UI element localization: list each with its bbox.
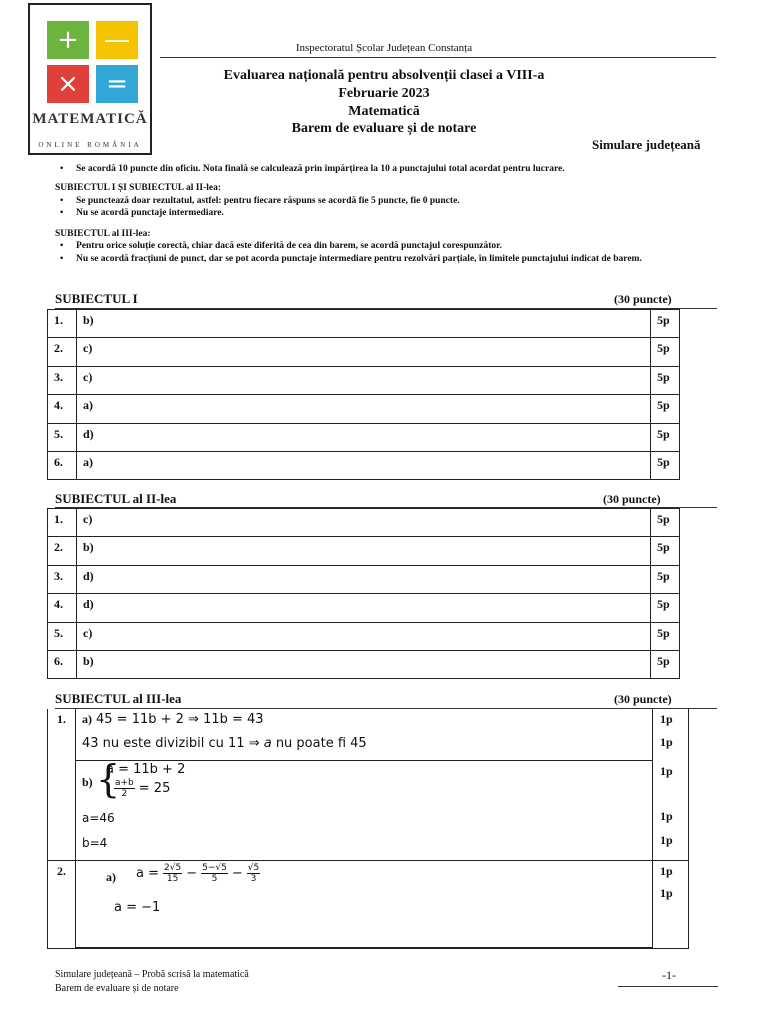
q2-number: 2. xyxy=(57,864,66,878)
table-row: 5. d) 5p xyxy=(48,423,680,451)
q2a-result: a = −1 xyxy=(114,900,161,915)
score: 1p xyxy=(660,886,673,900)
plus-icon: + xyxy=(57,25,79,55)
table-row: 1. b) 5p xyxy=(48,310,680,338)
q1b-label: b) xyxy=(82,775,93,789)
score: 1p xyxy=(660,833,673,847)
score: 1p xyxy=(660,764,673,778)
table-row: 2. c) 5p xyxy=(48,338,680,366)
table-row: 2. b) 5p xyxy=(48,537,680,565)
title-line-2: Februarie 2023 xyxy=(338,86,430,101)
score: 1p xyxy=(660,712,673,726)
title-line-1: Evaluarea națională pentru absolvenții clasei a VIII-a xyxy=(223,68,545,83)
subject2-points: (30 puncte) xyxy=(603,492,661,506)
page-number: -1- xyxy=(662,968,676,982)
column-rule xyxy=(75,709,76,949)
q2a-expression: a = $\frac{2√5}{15}$ − $\frac{5-√5}{5}$ − $\frac{√5}{3}$ xyxy=(136,863,260,884)
row-rule xyxy=(47,860,689,861)
table-row: 3. c) 5p xyxy=(48,366,680,394)
table-row: 3. d) 5p xyxy=(48,565,680,593)
footer-rule xyxy=(618,986,718,987)
score: 1p xyxy=(660,735,673,749)
q1-number: 1. xyxy=(57,712,66,726)
table-row: 6. b) 5p xyxy=(48,650,680,678)
logo-subtitle: ONLINE ROMÂNIA xyxy=(38,141,142,149)
footer-line-2: Barem de evaluare și de notare xyxy=(55,983,179,994)
instruction-s12-item: • Nu se acordă punctaje intermediare. xyxy=(60,208,740,218)
table-row: 1. c) 5p xyxy=(48,509,680,537)
q2a-label: a) xyxy=(106,870,116,884)
equals-tile xyxy=(96,65,138,103)
q1a-line2: 43 nu este divizibil cu 11 ⇒ a nu poate fi 45 xyxy=(82,736,367,751)
equals-icon: = xyxy=(106,69,128,99)
minus-tile xyxy=(96,21,138,59)
logo xyxy=(28,3,152,155)
inspectorate: Inspectoratul Școlar Județean Constanța xyxy=(295,42,473,54)
q1b-result-b: b=4 xyxy=(82,836,108,850)
subject2-title: SUBIECTUL al II-lea xyxy=(55,491,177,506)
table-row: 4. d) 5p xyxy=(48,594,680,622)
table-row: 4. a) 5p xyxy=(48,395,680,423)
minus-icon: — xyxy=(104,25,130,55)
table-row: 6. a) 5p xyxy=(48,451,680,479)
instruction-s12-title: SUBIECTUL I ȘI SUBIECTUL al II-lea: xyxy=(55,183,222,193)
plus-tile xyxy=(47,21,89,59)
q1b-system-eq2: $\frac{a+b}{2}$ = 25 xyxy=(115,778,171,799)
subject2-table xyxy=(47,508,680,679)
subject1-title: SUBIECTUL I xyxy=(55,291,138,306)
logo-name: MATEMATICĂ xyxy=(32,111,148,127)
simulation-label: Simulare județeană xyxy=(592,137,701,152)
column-rule xyxy=(652,709,653,949)
subject3-points: (30 puncte) xyxy=(614,692,672,706)
q1b-result-a: a=46 xyxy=(82,811,115,825)
table-row: 5. c) 5p xyxy=(48,622,680,650)
header-rule xyxy=(160,57,716,58)
times-icon: × xyxy=(57,69,79,99)
title-line-4: Barem de evaluare și de notare xyxy=(291,121,477,136)
times-tile xyxy=(47,65,89,103)
subject3-title: SUBIECTUL al III-lea xyxy=(55,691,182,706)
q1a-line1: a) 45 = 11b + 2 ⇒ 11b = 43 xyxy=(82,712,264,727)
score: 1p xyxy=(660,864,673,878)
subject1-table xyxy=(47,309,680,480)
row-rule xyxy=(76,760,653,761)
instruction-general: • Se acordă 10 puncte din oficiu. Nota finală se calculează prin împărțirea la 10 a punctajului total acordat pentru lucrare. xyxy=(60,164,740,174)
instruction-s12-item: • Se punctează doar rezultatul, astfel: pentru fiecare răspuns se acordă fie 5 puncte, fie 0 puncte. xyxy=(60,196,740,206)
subject1-points: (30 puncte) xyxy=(614,292,672,306)
footer-line-1: Simulare județeană – Probă scrisă la matematică xyxy=(55,969,249,980)
instruction-s3-item: • Nu se acordă fracțiuni de punct, dar se pot acorda punctaje intermediare pentru rezolvări parțiale, în limitele punctajului indicat de barem. xyxy=(60,254,740,264)
instruction-s3-title: SUBIECTUL al III-lea: xyxy=(55,229,151,239)
title-line-3: Matematică xyxy=(348,104,420,119)
q1b-system-eq1: a = 11b + 2 xyxy=(106,762,186,777)
row-rule xyxy=(75,947,653,948)
instruction-s3-item: • Pentru orice soluție corectă, chiar dacă este diferită de cea din barem, se acordă punctajul corespunzător. xyxy=(60,241,740,251)
system-brace: { xyxy=(96,757,121,801)
score: 1p xyxy=(660,809,673,823)
